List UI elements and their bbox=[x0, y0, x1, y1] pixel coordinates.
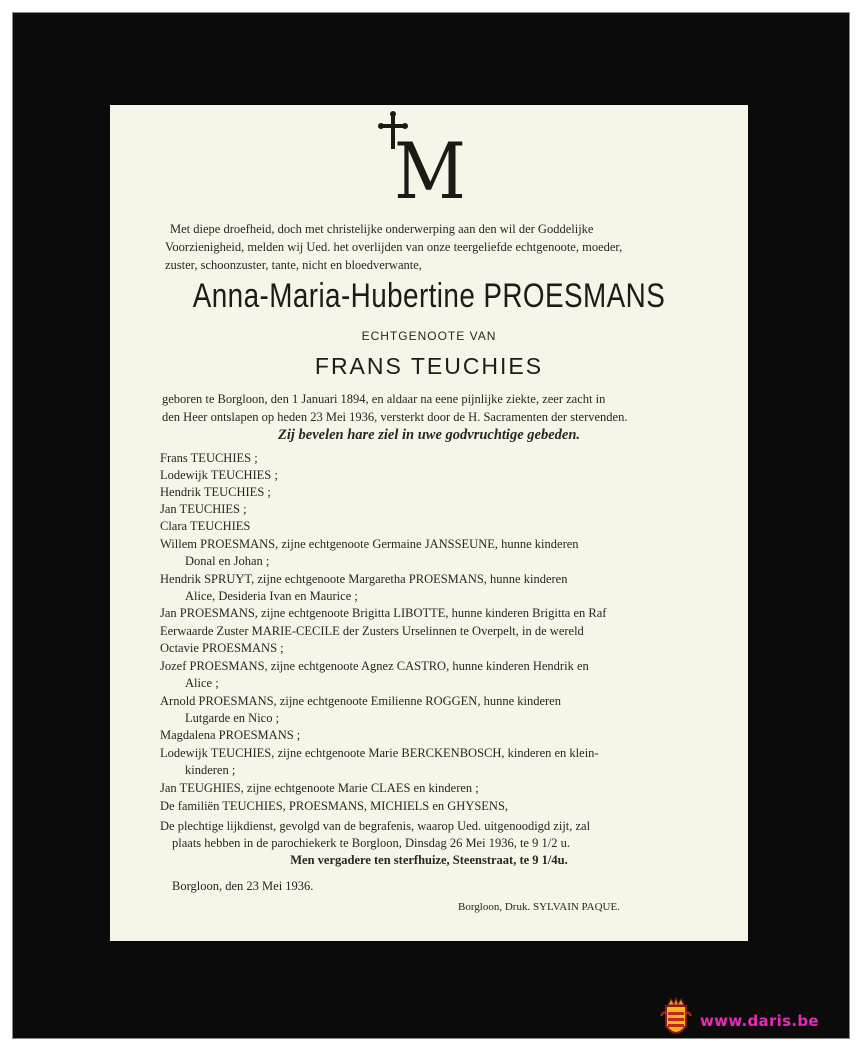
site-watermark: www.daris.be bbox=[700, 1012, 819, 1030]
family-line: Donal en Johan ; bbox=[185, 554, 270, 568]
family-line: Lodewijk TEUCHIES ; bbox=[160, 468, 278, 482]
funeral-line-1: De plechtige lijkdienst, gevolgd van de begrafenis, waarop Ued. uitgenoodigd zijt, zal bbox=[160, 819, 591, 833]
family-line: Lodewijk TEUCHIES, zijne echtgenoote Marie BERCKENBOSCH, kinderen en klein- bbox=[160, 746, 599, 760]
birth-line-2: den Heer ontslapen op heden 23 Mei 1936, versterkt door de H. Sacramenten der stervenden. bbox=[162, 410, 628, 424]
intro-line-1: Met diepe droefheid, doch met christelijke onderwerping aan den wil der Goddelijke bbox=[170, 222, 594, 236]
relation-label: ECHTGENOOTE VAN bbox=[361, 329, 497, 343]
family-line: Jan TEUGHIES, zijne echtgenoote Marie CLAES en kinderen ; bbox=[160, 781, 479, 795]
family-line: Jozef PROESMANS, zijne echtgenoote Agnez CASTRO, hunne kinderen Hendrik en bbox=[160, 659, 589, 673]
place-date: Borgloon, den 23 Mei 1936. bbox=[172, 879, 314, 893]
deceased-name: Anna-Maria-Hubertine PROESMANS bbox=[192, 277, 666, 315]
family-line: Alice, Desideria Ivan en Maurice ; bbox=[185, 589, 358, 603]
family-line: Hendrik TEUCHIES ; bbox=[160, 485, 271, 499]
family-line: De familiën TEUCHIES, PROESMANS, MICHIELS en GHYSENS, bbox=[160, 799, 509, 813]
spouse-name: FRANS TEUCHIES bbox=[314, 353, 544, 379]
family-line: kinderen ; bbox=[185, 763, 236, 777]
gathering-line: Men vergadere ten sterfhuize, Steenstraat, te 9 1/4u. bbox=[290, 853, 568, 867]
family-line: Alice ; bbox=[185, 676, 219, 690]
funeral-line-2: plaats hebben in de parochiekerk te Borgloon, Dinsdag 26 Mei 1936, te 9 1/2 u. bbox=[172, 836, 570, 850]
intro-line-3: zuster, schoonzuster, tante, nicht en bloedverwante, bbox=[165, 258, 422, 272]
prayer-line: Zij bevelen hare ziel in uwe godvruchtige gebeden. bbox=[277, 427, 581, 443]
printer-credit: Borgloon, Druk. SYLVAIN PAQUE. bbox=[458, 901, 620, 913]
family-line: Arnold PROESMANS, zijne echtgenoote Emilienne ROGGEN, hunne kinderen bbox=[160, 694, 561, 708]
family-line: Willem PROESMANS, zijne echtgenoote Germaine JANSSEUNE, hunne kinderen bbox=[160, 537, 579, 551]
death-notice-card bbox=[110, 105, 748, 941]
family-line: Clara TEUCHIES bbox=[160, 519, 251, 533]
coat-of-arms-icon bbox=[660, 996, 692, 1042]
family-line: Jan PROESMANS, zijne echtgenoote Brigitta LIBOTTE, hunne kinderen Brigitta en Raf bbox=[160, 606, 607, 620]
family-line: Hendrik SPRUYT, zijne echtgenoote Margaretha PROESMANS, hunne kinderen bbox=[160, 572, 568, 586]
birth-line-1: geboren te Borgloon, den 1 Januari 1894, en aldaar na eene pijnlijke ziekte, zeer zacht in bbox=[162, 392, 606, 406]
intro-line-2: Voorzienigheid, melden wij Ued. het overlijden van onze teergeliefde echtgenoote, moeder, bbox=[165, 240, 623, 254]
family-line: Eerwaarde Zuster MARIE-CECILE der Zusters Urselinnen te Overpelt, in de wereld bbox=[160, 624, 584, 638]
family-line: Octavie PROESMANS ; bbox=[160, 641, 284, 655]
family-line: Lutgarde en Nico ; bbox=[185, 711, 280, 725]
family-line: Jan TEUCHIES ; bbox=[160, 502, 247, 516]
family-line: Frans TEUCHIES ; bbox=[160, 451, 258, 465]
marian-monogram: M bbox=[393, 127, 465, 217]
family-line: Magdalena PROESMANS ; bbox=[160, 728, 301, 742]
